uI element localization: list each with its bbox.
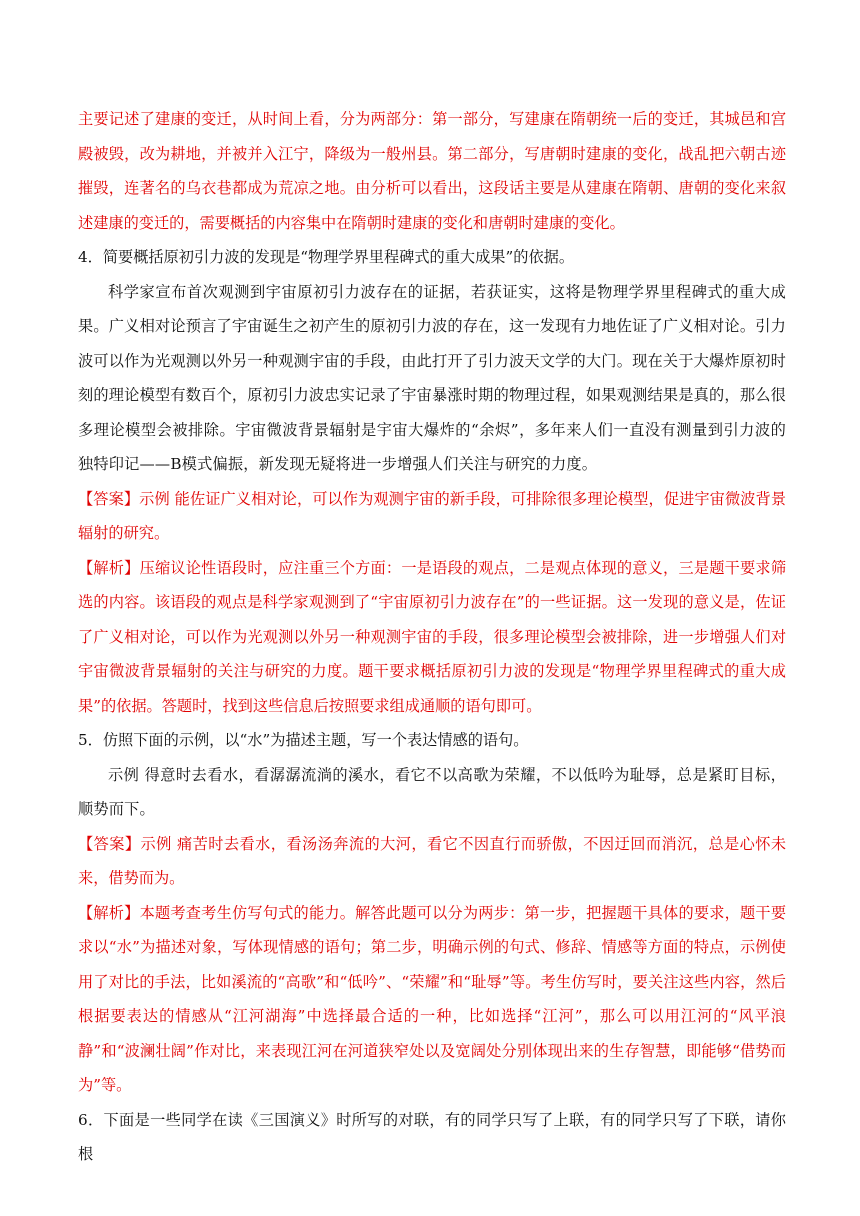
question-4-analysis xyxy=(78,551,786,724)
question-5-analysis xyxy=(78,896,786,1103)
question-5: 5．仿照下面的示例，以“水”为描述主题，写一个表达情感的语句。 xyxy=(78,731,529,749)
question-4-passage: 科学家宣布首次观测到宇宙原初引力波存在的证据，若获证实，这将是物理学界里程碑式的重大成果。广义相对论预言了宇宙诞生之初产生的原初引力波的存在，这一发现有力地佐证了广义相对论。引力波可以作为光观测以外另一种观测宇宙的手段，由此打开了引力波天文学的大门。现在关于大爆炸原初时刻的理论模型有数百个，原初引力波忠实记录了宇宙暴涨时期的物理过程，如果观测结果是真的，那么很多理论模型会被排除。宇宙微波背景辐射是宇宙大爆炸的“余烬”，多年来人们一直没有测量到引力波的独特印记——B模式偏振，新发现无疑将进一步增强人们关注与研究的力度。 xyxy=(78,282,786,473)
question-4-answer xyxy=(78,482,786,551)
question-6: 6．下面是一些同学在读《三国演义》时所写的对联，有的同学只写了上联，有的同学只写了下联，请你根 xyxy=(78,1110,786,1163)
analysis-tag: 【解析】 xyxy=(78,903,140,922)
analysis-text: 压缩议论性语段时，应注重三个方面：一是语段的观点，二是观点体现的意义，三是题干要求筛选的内容。该语段的观点是科学家观测到了“宇宙原初引力波存在”的一些证据。这一发现的意义是，佐证了广义相对论，可以作为光观测以外另一种观测宇宙的手段，很多理论模型会被排除，进一步增强人们对宇宙微波背景辐射的关注与研究的力度。题干要求概括原初引力波的发现是“物理学界里程碑式的重大成果”的依据。答题时，找到这些信息后按照要求组成通顺的语句即可。 xyxy=(78,558,787,715)
answer-text: 示例 痛苦时去看水，看汤汤奔流的大河，看它不因直行而骄傲，不因迂回而消沉，总是心怀未来，借势而为。 xyxy=(78,834,787,887)
question-5-example: 示例 得意时去看水，看潺潺流淌的溪水，看它不以高歌为荣耀，不以低吟为耻辱，总是紧盯目标，顺势而下。 xyxy=(78,765,786,818)
answer-text: 示例 能佐证广义相对论，可以作为观测宇宙的新手段，可排除很多理论模型，促进宇宙微波背景辐射的研究。 xyxy=(78,489,787,542)
answer-tag: 【答案】 xyxy=(78,489,140,508)
answer-tag: 【答案】 xyxy=(78,834,141,853)
analysis-tag: 【解析】 xyxy=(78,558,140,577)
analysis-text: 本题考查考生仿写句式的能力。解答此题可以分为两步：第一步，把握题干具体的要求，题干要求以“水”为描述对象，写体现情感的语句；第二步，明确示例的句式、修辞、情感等方面的特点，示例使用了对比的手法，比如溪流的“高歌”和“低吟”、“荣耀”和“耻辱”等。考生仿写时，要关注这些内容，然后根据要表达的情感从“江河湖海”中选择最合适的一种，比如选择“江河”，那么可以用江河的“风平浪静”和“波澜壮阔”作对比，来表现江河在河道狭窄处以及宽阔处分别体现出来的生存智慧，即能够“借势而为”等。 xyxy=(78,903,787,1094)
question-5-answer xyxy=(78,827,786,896)
question-4: 4．简要概括原初引力波的发现是“物理学界里程碑式的重大成果”的依据。 xyxy=(78,248,575,266)
previous-analysis-continuation: 主要记述了建康的变迁，从时间上看，分为两部分：第一部分，写建康在隋朝统一后的变迁，其城邑和宫殿被毁，改为耕地，并被并入江宁，降级为一般州县。第二部分，写唐朝时建康的变化，战乱把六朝古迹摧毁，连著名的乌衣巷都成为荒凉之地。由分析可以看出，这段话主要是从建康在隋朝、唐朝的变化来叙述建康的变迁的，需要概括的内容集中在隋朝时建康的变化和唐朝时建康的变化。 xyxy=(78,110,786,232)
document-page xyxy=(78,102,786,1172)
